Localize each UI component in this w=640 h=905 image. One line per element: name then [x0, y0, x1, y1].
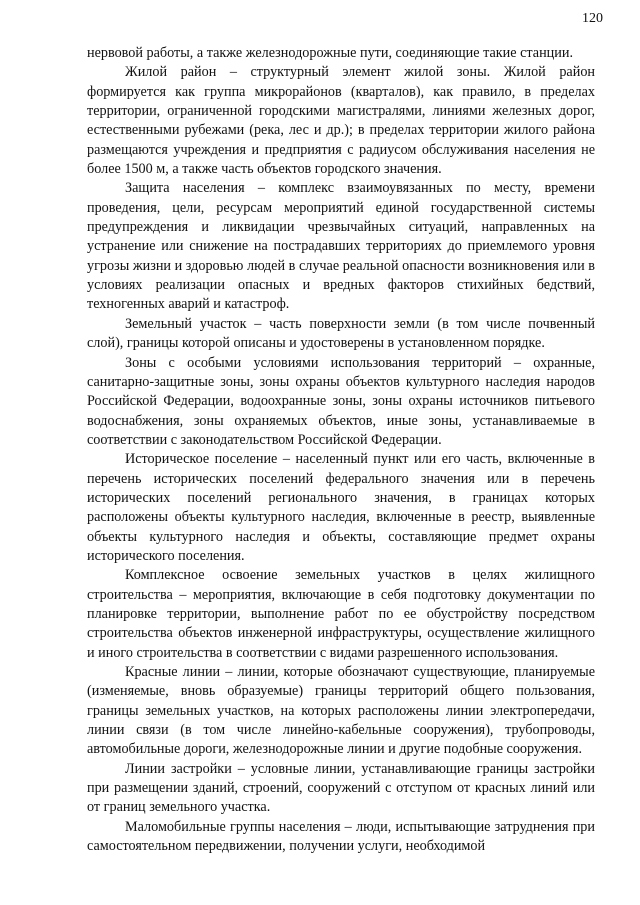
body-text	[87, 44, 595, 856]
paragraph-low-mobility-groups: Маломобильные группы населения – люди, испытывающие затруднения при самостоятельном передвижении, получении услуги, необходимой	[87, 818, 595, 855]
paragraph-residential-district: Жилой район – структурный элемент жилой зоны. Жилой район формируется как группа микрорайонов (кварталов), как правило, в пределах территории, ограниченной городскими магистралями, линиями железных дорог, естественными рубежами (река, лес и др.); в пределах территории жилого района размещаются учреждения и предприятия с радиусом обслуживания населения не более 1500 м, а также часть объектов городского значения.	[87, 64, 595, 178]
paragraph-special-zones: Зоны с особыми условиями использования территорий – охранные, санитарно-защитные зоны, зоны охраны объектов культурного наследия народов Российской Федерации, водоохранные зоны, зоны охраны источников питьевого водоснабжения, зоны охраняемых объектов, иные зоны, устанавливаемые в соответствии с законодательством Российской Федерации.	[87, 354, 595, 448]
paragraph-population-protection: Защита населения – комплекс взаимоувязанных по месту, времени проведения, цели, ресурсам мероприятий единой государственной системы предупреждения и ликвидации чрезвычайных ситуаций, направленных на устранение или снижение на пострадавших территориях до приемлемого уровня угрозы жизни и здоровью людей в случае реальной опасности возникновения или в условиях реализации опасных и вредных факторов стихийных бедствий, техногенных аварий и катастроф.	[87, 180, 595, 313]
paragraph-complex-development: Комплексное освоение земельных участков в целях жилищного строительства – мероприятия, включающие в себя подготовку документации по планировке территории, выполнение работ по ее обустройству посредством строительства объектов инженерной инфраструктуры, осуществление жилищного и иного строительства в соответствии с видами разрешенного использования.	[87, 567, 595, 661]
page-number: 120	[582, 11, 603, 26]
paragraph-historical-settlement: Историческое поселение – населенный пункт или его часть, включенные в перечень исторических поселений федерального значения или в перечень исторических поселений регионального значения, в границах которых расположены объекты культурного наследия, включенные в реестр, выявленные объекты культурного наследия и объекты, составляющие предмет охраны исторического поселения.	[87, 451, 595, 564]
paragraph-building-lines: Линии застройки – условные линии, устанавливающие границы застройки при размещении зданий, строений, сооружений с отступом от красных линий или от границ земельного участка.	[87, 760, 595, 816]
paragraph-land-plot: Земельный участок – часть поверхности земли (в том числе почвенный слой), границы которой описаны и удостоверены в установленном порядке.	[87, 315, 595, 352]
paragraph-continuation: нервовой работы, а также железнодорожные пути, соединяющие такие станции.	[87, 45, 574, 61]
paragraph-red-lines: Красные линии – линии, которые обозначают существующие, планируемые (изменяемые, вновь образуемые) границы территорий общего пользования, границы земельных участков, на которых расположены линии электропередачи, линии связи (в том числе линейно-кабельные сооружения), трубопроводы, автомобильные дороги, железнодорожные линии и другие подобные сооружения.	[87, 664, 595, 758]
